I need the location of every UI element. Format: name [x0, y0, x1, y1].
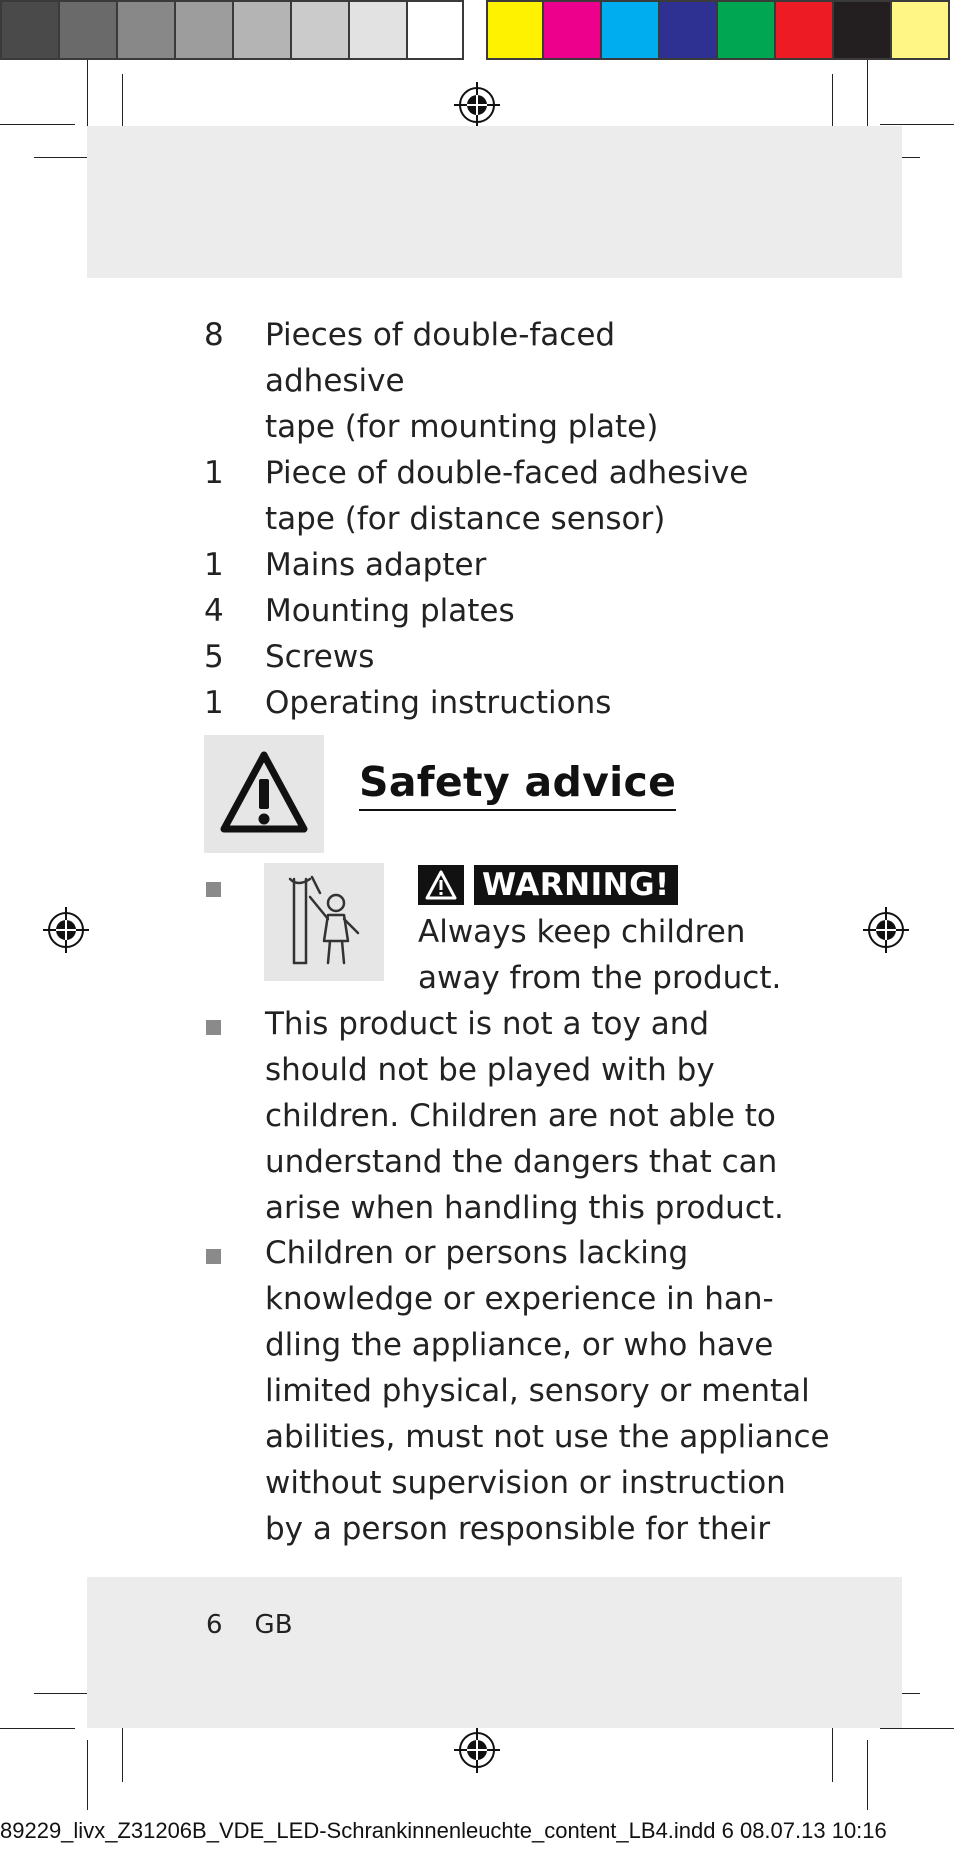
process-color-bar	[486, 0, 950, 60]
part-description	[265, 450, 764, 542]
text-line: Children or persons lacking	[265, 1235, 689, 1271]
part-description-line: Operating instructions	[265, 685, 612, 721]
crop-mark	[34, 1693, 94, 1694]
text-line: without supervision or instruction	[265, 1465, 786, 1501]
color-swatch	[486, 0, 544, 60]
print-slug: 89229_livx_Z31206B_VDE_LED-Schrankinnenleuchte_content_LB4.indd 6 08.07.13 10:16	[0, 1818, 887, 1843]
text-line: dling the appliance, or who have	[265, 1327, 774, 1363]
bullet-marker	[206, 1249, 221, 1264]
warning-triangle-icon	[418, 865, 464, 905]
part-quantity: 8	[204, 317, 224, 353]
color-swatch	[892, 0, 950, 60]
warning-label: WARNING!	[474, 865, 678, 905]
crop-mark	[880, 1728, 954, 1729]
crop-mark	[87, 1740, 88, 1810]
crop-mark	[0, 124, 75, 125]
crop-mark	[0, 1728, 75, 1729]
crop-mark	[867, 1740, 868, 1810]
color-swatch	[348, 0, 406, 60]
part-description	[265, 588, 764, 634]
part-description	[265, 634, 764, 680]
part-quantity: 1	[204, 455, 224, 491]
warning-triangle-icon	[204, 735, 324, 853]
crop-mark	[122, 1722, 123, 1782]
text-line: knowledge or experience in han-	[265, 1281, 774, 1317]
part-description-line: Pieces of double-faced adhesive	[265, 317, 616, 399]
safety-warning-icon-box	[204, 735, 324, 853]
color-swatch	[290, 0, 348, 60]
color-swatch	[406, 0, 464, 60]
text-line: away from the product.	[418, 960, 782, 996]
crop-mark	[867, 60, 868, 126]
footer-band	[87, 1577, 902, 1728]
crop-mark	[832, 1722, 833, 1782]
color-swatch	[0, 0, 58, 60]
warning-label-row	[418, 865, 678, 905]
language-code: GB	[254, 1610, 293, 1640]
text-line: children. Children are not able to	[265, 1098, 776, 1134]
part-quantity: 4	[204, 593, 224, 629]
color-swatch	[544, 0, 602, 60]
parts-list-item	[204, 312, 764, 450]
text-line: by a person responsible for their	[265, 1511, 771, 1547]
registration-mark-icon	[43, 907, 89, 953]
text-line: understand the dangers that can	[265, 1144, 778, 1180]
text-line: This product is not a toy and	[265, 1006, 710, 1042]
color-swatch	[834, 0, 892, 60]
warning-text	[418, 909, 781, 1001]
page-footer	[206, 1610, 293, 1640]
registration-mark-icon	[454, 82, 500, 128]
crop-mark	[34, 157, 94, 158]
parts-list-item	[204, 542, 764, 588]
part-description	[265, 542, 764, 588]
toy-warning-text	[265, 1001, 784, 1231]
text-line: limited physical, sensory or mental	[265, 1373, 810, 1409]
color-swatch	[660, 0, 718, 60]
part-description-line: tape (for mounting plate)	[265, 409, 659, 445]
part-description-line: tape (for distance sensor)	[265, 501, 666, 537]
page-number: 6	[206, 1610, 223, 1640]
text-line: Always keep children	[418, 914, 746, 950]
color-swatch	[602, 0, 660, 60]
registration-mark-icon	[863, 907, 909, 953]
part-quantity: 1	[204, 685, 224, 721]
child-safety-pictogram	[264, 863, 384, 981]
crop-mark	[832, 74, 833, 134]
safety-advice-heading: Safety advice	[359, 760, 676, 811]
registration-mark-icon	[454, 1727, 500, 1773]
bullet-marker	[206, 882, 221, 897]
crop-mark	[87, 60, 88, 126]
text-line: abilities, must not use the appliance	[265, 1419, 830, 1455]
parts-list-item	[204, 588, 764, 634]
parts-list	[204, 312, 764, 726]
part-quantity: 1	[204, 547, 224, 583]
parts-list-item	[204, 680, 764, 726]
part-description	[265, 312, 764, 450]
bullet-marker	[206, 1020, 221, 1035]
color-swatch	[58, 0, 116, 60]
parts-list-item	[204, 450, 764, 542]
color-swatch	[718, 0, 776, 60]
supervision-warning-text	[265, 1230, 830, 1552]
header-band	[87, 126, 902, 278]
parts-list-item	[204, 634, 764, 680]
crop-mark	[880, 124, 954, 125]
color-swatch	[116, 0, 174, 60]
color-swatch	[232, 0, 290, 60]
part-description-line: Mounting plates	[265, 593, 515, 629]
text-line: arise when handling this product.	[265, 1190, 784, 1226]
text-line: should not be played with by	[265, 1052, 715, 1088]
color-swatch	[776, 0, 834, 60]
child-near-appliance-icon	[264, 863, 384, 981]
part-description	[265, 680, 764, 726]
color-swatch	[174, 0, 232, 60]
crop-mark	[122, 74, 123, 134]
part-description-line: Mains adapter	[265, 547, 487, 583]
part-description-line: Screws	[265, 639, 375, 675]
grayscale-color-bar	[0, 0, 464, 60]
part-description-line: Piece of double-faced adhesive	[265, 455, 749, 491]
part-quantity: 5	[204, 639, 224, 675]
